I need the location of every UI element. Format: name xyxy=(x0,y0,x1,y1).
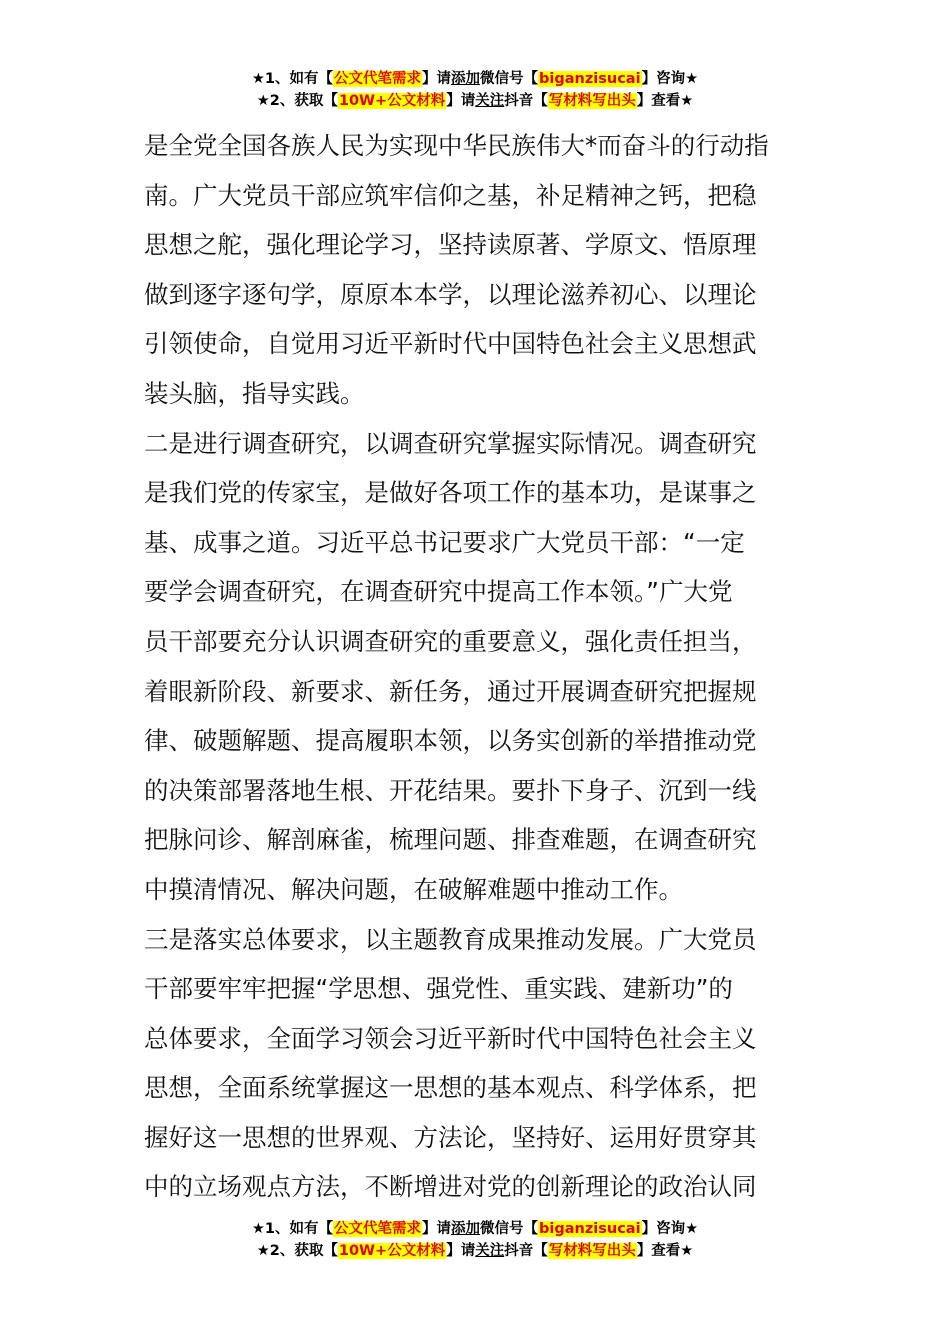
underlined-text: 添加 xyxy=(451,71,481,87)
text-line: 是我们党的传家宝，是做好各项工作的基本功，是谋事之 xyxy=(144,478,757,508)
underlined-text: 关注 xyxy=(475,93,505,109)
text-line: 装头脑，指导实践。 xyxy=(144,378,365,408)
text-line: 南。广大党员干部应筑牢信仰之基，补足精神之钙，把稳 xyxy=(144,180,757,210)
text-line: 中的立场观点方法，不断增进对党的创新理论的政治认同 xyxy=(144,1172,757,1202)
text-line: 把脉问诊、解剖麻雀，梳理问题、排查难题，在调查研究 xyxy=(144,825,757,855)
banner-text: ★1、如有【 xyxy=(251,1221,334,1237)
text-line: 握好这一思想的世界观、方法论，坚持好、运用好贯穿其 xyxy=(144,1122,757,1152)
text-line: 二是进行调查研究，以调查研究掌握实际情况。调查研究 xyxy=(144,428,757,458)
banner-line-1 xyxy=(0,1218,950,1240)
banner-text: 微信号【 xyxy=(480,1221,539,1237)
text-line: 中摸清情况、解决问题，在破解难题中推动工作。 xyxy=(144,874,683,904)
highlight-service: 公文代笔需求 xyxy=(334,71,422,87)
banner-text: 】查看★ xyxy=(636,1243,694,1259)
banner-text: 微信号【 xyxy=(480,71,539,87)
banner-text: 】咨询★ xyxy=(641,71,699,87)
banner-text: 】请 xyxy=(422,71,452,87)
banner-text: 】请 xyxy=(446,1243,476,1259)
underlined-text: 添加 xyxy=(451,1221,481,1237)
document-body xyxy=(144,121,810,1212)
banner-text: 】请 xyxy=(446,93,476,109)
header-banner xyxy=(0,68,950,112)
banner-line-1 xyxy=(0,68,950,90)
text-line: 做到逐字逐句学，原原本本学，以理论滋养初心、以理论 xyxy=(144,279,757,309)
text-line: 要学会调查研究，在调查研究中提高工作本领。”广大党 xyxy=(144,577,733,607)
highlight-materials: 10W+公文材料 xyxy=(338,1243,446,1259)
banner-text: 】查看★ xyxy=(636,93,694,109)
text-line: 的决策部署落地生根、开花结果。要扑下身子、沉到一线 xyxy=(144,775,757,805)
text-line: 是全党全国各族人民为实现中华民族伟大*而奋斗的行动指 xyxy=(144,131,769,160)
highlight-douyin-account: 写材料写出头 xyxy=(548,93,636,109)
footer-banner xyxy=(0,1218,950,1262)
banner-text: 抖音【 xyxy=(504,93,548,109)
banner-line-2 xyxy=(0,90,950,112)
highlight-materials: 10W+公文材料 xyxy=(338,93,446,109)
banner-text: 】咨询★ xyxy=(641,1221,699,1237)
highlight-douyin-account: 写材料写出头 xyxy=(548,1243,636,1259)
banner-text: ★1、如有【 xyxy=(251,71,334,87)
text-line: 总体要求，全面学习领会习近平新时代中国特色社会主义 xyxy=(144,1023,757,1053)
highlight-service: 公文代笔需求 xyxy=(334,1221,422,1237)
text-line: 律、破题解题、提高履职本领，以务实创新的举措推动党 xyxy=(144,726,757,756)
text-line: 引领使命，自觉用习近平新时代中国特色社会主义思想武 xyxy=(144,329,757,359)
text-line: 三是落实总体要求，以主题教育成果推动发展。广大党员 xyxy=(144,924,757,954)
banner-text: ★2、获取【 xyxy=(256,1243,338,1259)
highlight-wechat-id: biganzisucai xyxy=(539,1221,641,1237)
banner-line-2 xyxy=(0,1240,950,1262)
text-line: 干部要牢牢把握“学思想、强党性、重实践、建新功”的 xyxy=(144,974,733,1004)
banner-text: 抖音【 xyxy=(504,1243,548,1259)
underlined-text: 关注 xyxy=(475,1243,505,1259)
text-line: 思想之舵，强化理论学习，坚持读原著、学原文、悟原理 xyxy=(144,230,757,260)
banner-text: ★2、获取【 xyxy=(256,93,338,109)
text-line: 思想，全面系统掌握这一思想的基本观点、科学体系，把 xyxy=(144,1073,757,1103)
text-line: 着眼新阶段、新要求、新任务，通过开展调查研究把握规 xyxy=(144,676,757,706)
highlight-wechat-id: biganzisucai xyxy=(539,71,641,87)
text-line: 基、成事之道。习近平总书记要求广大党员干部：“一定 xyxy=(144,527,745,557)
banner-text: 】请 xyxy=(422,1221,452,1237)
text-line: 员干部要充分认识调查研究的重要意义，强化责任担当， xyxy=(144,626,757,656)
